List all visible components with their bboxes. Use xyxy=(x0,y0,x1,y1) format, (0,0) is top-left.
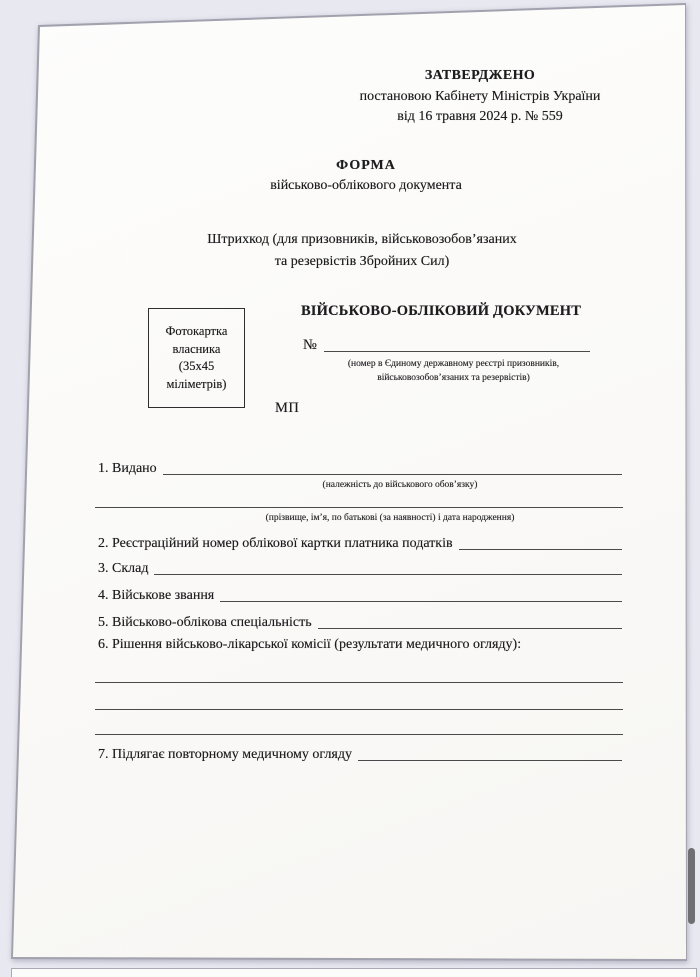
field-caption-military-duty: (належність до військового обов’язку) xyxy=(322,480,478,490)
form-item-repeat-medical-label: 7. Підлягає повторному медичному огляду xyxy=(98,747,352,762)
form-item-military-rank-label: 4. Військове звання xyxy=(98,588,215,603)
form-heading-block xyxy=(106,156,626,196)
next-page-edge xyxy=(11,968,697,977)
form-item-category xyxy=(98,557,622,577)
form-item-category-blank-line xyxy=(154,574,622,575)
form-item-category-label: 3. Склад xyxy=(98,561,149,576)
form-item-specialty-blank-line xyxy=(318,628,622,629)
form-item-medical-commission-label: 6. Рішення військово-лікарської комісії (результати медичного огляду): xyxy=(98,637,522,652)
form-item-specialty-label: 5. Військово-облікова спеціальність xyxy=(98,615,312,630)
barcode-note-line1: Штрихкод (для призовників, військовозобов’язаних xyxy=(207,232,517,247)
form-heading-subtitle: військово-облікового документа xyxy=(270,178,462,193)
photo-label-line1: Фотокартка xyxy=(165,324,228,338)
form-item-tax-number-label: 2. Реєстраційний номер облікової картки платника податків xyxy=(98,536,453,551)
blank-line-medical-3 xyxy=(95,734,623,735)
registry-number-caption xyxy=(317,358,590,385)
form-item-repeat-medical-blank-line xyxy=(358,760,622,761)
registry-number-blank-line xyxy=(324,351,590,352)
field-caption-full-name: (прізвище, ім’я, по батькові (за наявності) і дата народження) xyxy=(265,513,515,523)
document-title: ВІЙСЬКОВО-ОБЛІКОВИЙ ДОКУМЕНТ xyxy=(300,303,582,319)
blank-line-full-name xyxy=(95,507,623,508)
photo-placeholder-box xyxy=(148,308,245,408)
form-item-military-rank xyxy=(98,584,622,604)
blank-line-medical-1 xyxy=(95,682,623,683)
form-item-issued-blank-line xyxy=(163,474,622,475)
stamp-placeholder: МП xyxy=(275,400,300,416)
registry-number-caption-line2: військовозобов’язаних та резервістів) xyxy=(377,372,530,383)
number-sign-label: № xyxy=(303,337,317,353)
form-item-medical-commission xyxy=(98,637,622,657)
registry-number-field xyxy=(303,334,590,354)
approval-stamp-block xyxy=(330,66,630,128)
photo-label-line4: міліметрів) xyxy=(166,376,227,391)
photo-placeholder-label xyxy=(166,323,228,393)
form-item-issued xyxy=(98,457,622,477)
blank-line-medical-2 xyxy=(95,709,623,710)
form-item-tax-number-blank-line xyxy=(459,549,622,550)
approval-date-number: від 16 травня 2024 р. № 559 xyxy=(397,109,563,124)
barcode-note-line2: та резервістів Збройних Сил) xyxy=(274,253,450,269)
form-item-repeat-medical xyxy=(98,743,622,763)
form-heading-title: ФОРМА xyxy=(336,158,396,173)
barcode-note xyxy=(102,229,622,272)
form-item-issued-label: 1. Видано xyxy=(98,461,157,476)
approval-authority: постановою Кабінету Міністрів України xyxy=(359,88,601,104)
scrollbar-thumb[interactable] xyxy=(688,848,695,924)
photo-label-line3: (35х45 xyxy=(178,359,215,373)
form-item-military-rank-blank-line xyxy=(220,601,622,602)
form-item-specialty xyxy=(98,611,622,631)
approval-heading: ЗАТВЕРДЖЕНО xyxy=(424,68,536,83)
photo-label-line2: власника xyxy=(172,341,221,356)
form-item-tax-number xyxy=(98,532,622,552)
registry-number-caption-line1: (номер в Єдиному державному реєстрі призовників, xyxy=(347,359,560,369)
